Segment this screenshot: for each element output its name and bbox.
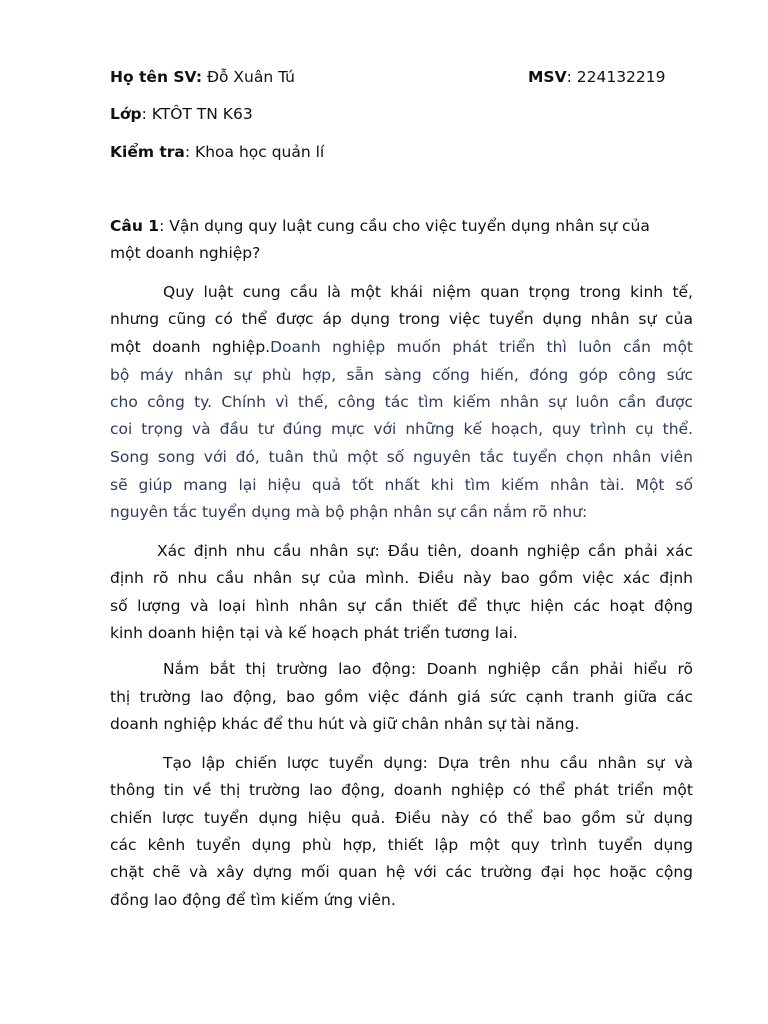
exam-subject: [110, 143, 324, 161]
text-line: [110, 337, 693, 357]
exam-value: : Khoa học quản lí: [184, 143, 325, 161]
student-name: [110, 68, 295, 86]
question-label: Câu 1: [110, 217, 160, 235]
text-line: Tạo lập chiến lược tuyển dụng: Dựa trên nhu cầu nhân sự và: [163, 754, 693, 772]
name-label: Họ tên SV:: [110, 68, 203, 86]
text-line: chặt chẽ và xây dựng mối quan hệ với các trường đại học hoặc cộng: [110, 863, 693, 881]
msv-label: MSV: [528, 68, 567, 86]
text-line: đồng lao động để tìm kiếm ứng viên.: [110, 891, 396, 909]
text-line: Quy luật cung cầu là một khái niệm quan trọng trong kinh tế,: [163, 283, 693, 301]
question-text: : Vận dụng quy luật cung cầu cho việc tuyển dụng nhân sự của: [159, 217, 650, 235]
student-class: [110, 105, 253, 123]
text-line: nguyên tắc tuyển dụng mà bộ phận nhân sự cần nắm rõ như:: [110, 503, 588, 521]
text-line: doanh nghiệp khác để thu hút và giữ chân nhân sự tài năng.: [110, 715, 580, 733]
exam-label: Kiểm tra: [110, 143, 185, 161]
text-line: thị trường lao động, bao gồm việc đánh giá sức cạnh tranh giữa các: [110, 688, 693, 706]
class-value: : KTÔT TN K63: [141, 105, 253, 123]
text-line: kinh doanh hiện tại và kế hoạch phát triển tương lai.: [110, 624, 518, 642]
text-line: coi trọng và đầu tư đúng mực với những kế hoạch, quy trình cụ thể.: [110, 420, 693, 438]
class-label: Lớp: [110, 105, 142, 123]
text-segment-blue: Doanh nghiệp muốn phát triển thì luôn cần một: [270, 338, 693, 356]
text-line: Song song với đó, tuân thủ một số nguyên tắc tuyển chọn nhân viên: [110, 448, 693, 466]
text-line: chiến lược tuyển dụng hiệu quả. Điều này có thể bao gồm sử dụng: [110, 809, 693, 827]
name-value: Đỗ Xuân Tú: [202, 68, 296, 86]
text-line: bộ máy nhân sự phù hợp, sẵn sàng cống hiến, đóng góp công sức: [110, 366, 693, 384]
msv-value: : 224132219: [566, 68, 666, 86]
text-line: Nắm bắt thị trường lao động: Doanh nghiệp cần phải hiểu rõ: [163, 660, 693, 678]
text-line: số lượng và loại hình nhân sự cần thiết để thực hiện các hoạt động: [110, 597, 693, 615]
text-line: thông tin về thị trường lao động, doanh nghiệp có thể phát triển một: [110, 781, 693, 799]
text-line: sẽ giúp mang lại hiệu quả tốt nhất khi tìm kiếm nhân tài. Một số: [110, 476, 693, 494]
text-line: định rõ nhu cầu nhân sự của mình. Điều này bao gồm việc xác định: [110, 569, 693, 587]
text-line: cho công ty. Chính vì thế, công tác tìm kiếm nhân sự luôn cần được: [110, 393, 693, 411]
question-heading: [110, 217, 650, 235]
text-line: nhưng cũng có thể được áp dụng trong việc tuyển dụng nhân sự của: [110, 310, 693, 328]
text-line: các kênh tuyển dụng phù hợp, thiết lập một quy trình tuyển dụng: [110, 836, 693, 854]
student-id: [528, 68, 666, 86]
text-segment: một doanh nghiệp.: [110, 338, 271, 356]
text-line: Xác định nhu cầu nhân sự: Đầu tiên, doanh nghiệp cần phải xác: [157, 542, 693, 560]
question-text-cont: một doanh nghiệp?: [110, 244, 261, 262]
